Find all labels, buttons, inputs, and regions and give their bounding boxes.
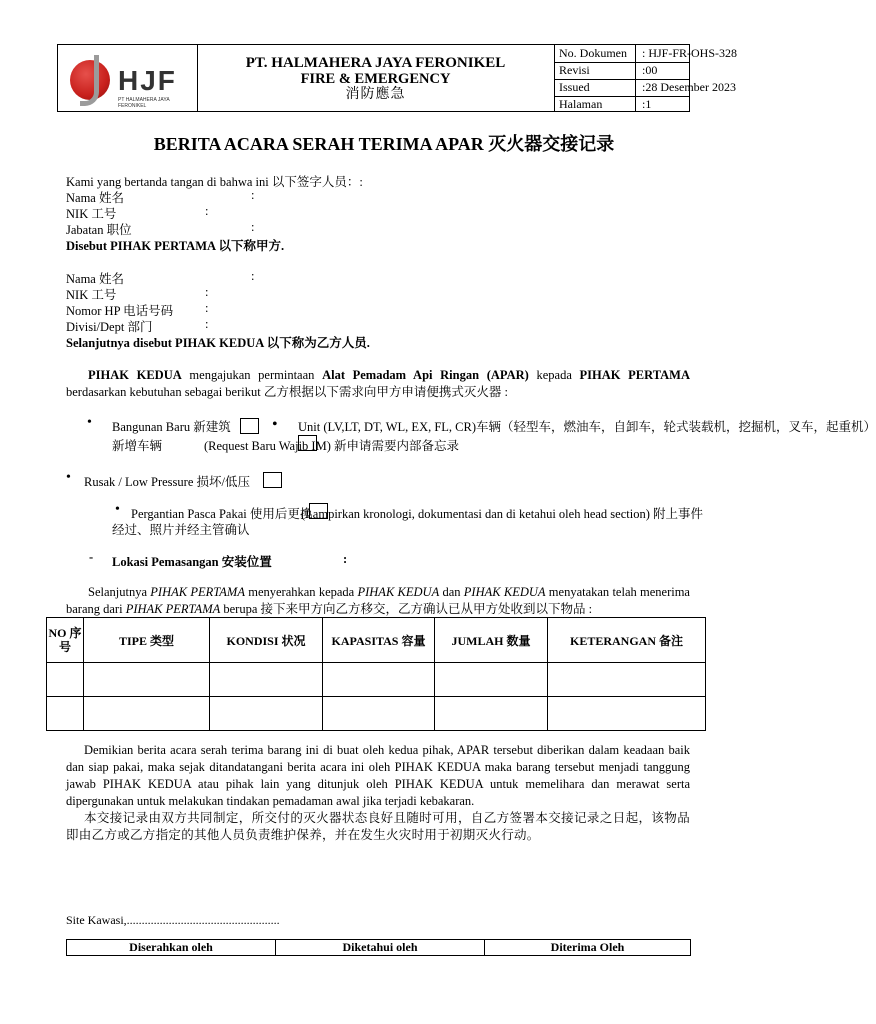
meta-key: Revisi <box>559 63 590 77</box>
request-text-2: kepada <box>528 368 580 382</box>
meta-value: : HJF-FR-OHS-328 <box>642 46 738 60</box>
table-cell[interactable] <box>435 663 548 697</box>
checkbox-bangunan[interactable] <box>240 418 259 434</box>
party2-name-colon: : <box>251 269 255 283</box>
bullet-icon: • <box>87 415 92 430</box>
handover-text-1: Selanjutnya <box>88 585 151 599</box>
request-bold-3: PIHAK PERTAMA <box>579 368 690 382</box>
option-pergantian-note: (Lampirkan kronologi, dokumentasi dan di ketahui oleh head section) 附上事件 <box>301 507 703 521</box>
document-title: BERITA ACARA SERAH TERIMA APAR 灭火器交接记录 <box>153 134 615 154</box>
checkbox-unit[interactable] <box>298 435 317 451</box>
handover-paragraph <box>66 584 690 618</box>
logo-hook-shape <box>80 55 99 106</box>
request-paragraph <box>66 367 690 401</box>
signature-table <box>66 939 691 956</box>
meta-key: Halaman <box>559 97 603 111</box>
handover-text-5: berupa 接下来甲方向乙方移交，乙方确认已从甲方处收到以下物品 : <box>220 602 593 616</box>
col-kapasitas: KAPASITAS 容量 <box>323 618 435 663</box>
option-unit-label: Unit (LV,LT, DT, WL, EX, FL, CR)车辆（轻型车，燃油车，自卸车，轮式装载机，挖掘机，叉车，起重机） <box>298 420 876 434</box>
request-bold-2: Alat Pemadam Api Ringan (APAR) <box>322 368 529 382</box>
party1-nik-colon: : <box>205 204 209 218</box>
sign-handed-by: Diserahkan oleh <box>67 940 276 956</box>
option-lokasi-label: Lokasi Pemasangan 安装位置 <box>112 555 272 569</box>
option-pergantian-cont: 经过、照片并经主管确认 <box>112 523 250 537</box>
handover-italic-2: PIHAK KEDUA <box>357 585 440 599</box>
department-name: FIRE & EMERGENCY <box>300 71 451 87</box>
items-table-header <box>47 618 706 663</box>
handover-italic-4: PIHAK PERTAMA <box>125 602 221 616</box>
closing-paragraph-cjk: 本交接记录由双方共同制定，所交付的灭火器状态良好且随时可用，自乙方签署本交接记录之日起，该物品即由乙方或乙方指定的其他人员负责维护保养，并在发生火灾时用于初期灭火行动。 <box>66 811 690 842</box>
bullet-icon: • <box>66 470 71 485</box>
party2-closing: Selanjutnya disebut PIHAK KEDUA 以下称为乙方人员. <box>66 336 370 350</box>
party2-nik-label: NIK 工号 <box>66 288 117 302</box>
meta-row-page <box>554 96 689 113</box>
handover-text-2: menyerahkan kepada <box>244 585 358 599</box>
table-cell[interactable] <box>210 663 323 697</box>
table-cell[interactable] <box>435 697 548 731</box>
handover-text-3: dan <box>439 585 464 599</box>
party1-name-label: Nama 姓名 <box>66 191 124 205</box>
table-cell[interactable] <box>210 697 323 731</box>
meta-row-doc-no <box>554 45 738 63</box>
option-bangunan-label: Bangunan Baru 新建筑 <box>112 420 231 434</box>
signature-header-row <box>67 940 691 956</box>
table-cell[interactable] <box>84 663 210 697</box>
checkbox-pergantian[interactable] <box>309 503 328 519</box>
company-name: PT. HALMAHERA JAYA FERONIKEL <box>245 55 506 71</box>
request-bold-1: PIHAK KEDUA <box>88 368 182 382</box>
party1-jabatan-label: Jabatan 职位 <box>66 223 132 237</box>
request-text-3: berdasarkan kebutuhan sebagai berikut 乙方根据以下需求向甲方申请便携式灭火器 : <box>66 385 508 399</box>
logo-cell <box>58 45 198 111</box>
option-pergantian-label: Pergantian Pasca Pakai 使用后更换 <box>131 507 313 521</box>
table-cell[interactable] <box>548 663 706 697</box>
site-location: Site Kawasi,................................................... <box>66 913 280 927</box>
closing-paragraph: Demikian berita acara serah terima barang ini di buat oleh kedua pihak, APAR tersebut diberikan dalam keadaan baik dan siap pakai, maka sejak ditandatangani berita acara ini oleh PIHAK KEDUA maka barang tersebut menjadi tanggung jawab PIHAK KEDUA atau pihak lain yang ditunjuk oleh PIHAK KEDUA untuk memelihara dan merawat serta dipergunakan untuk melakukan tindakan pemadaman awal jika terjadi kebakaran. <box>66 743 690 808</box>
handover-italic-3: PIHAK KEDUA <box>463 585 546 599</box>
col-no: NO 序号 <box>47 618 84 663</box>
handover-italic-1: PIHAK PERTAMA <box>150 585 245 599</box>
party1-nik-label: NIK 工号 <box>66 207 117 221</box>
logo-small-text: PT HALMAHERA JAYA FERONIKEL <box>118 97 170 109</box>
document-meta <box>554 45 738 111</box>
table-cell[interactable] <box>548 697 706 731</box>
meta-key: Issued <box>559 80 590 94</box>
party2-divisi-colon: : <box>205 317 209 331</box>
meta-value: :00 <box>642 63 658 77</box>
meta-value: :1 <box>642 97 652 111</box>
party1-closing: Disebut PIHAK PERTAMA 以下称甲方. <box>66 239 285 253</box>
meta-value: :28 Desember 2023 <box>642 80 736 94</box>
department-name-cjk: 消防應急 <box>345 87 406 102</box>
col-jumlah: JUMLAH 数量 <box>435 618 548 663</box>
meta-key: No. Dokumen <box>559 46 627 60</box>
party2-name-label: Nama 姓名 <box>66 272 124 286</box>
intro-text: Kami yang bertanda tangan di bahwa ini 以下签字人员：: <box>66 175 363 189</box>
table-row <box>47 663 706 697</box>
bullet-icon: • <box>272 416 278 433</box>
dash-marker: - <box>89 550 94 564</box>
request-text-1: mengajukan permintaan <box>181 368 323 382</box>
option-unit-note: (Request Baru Wajib IM) 新申请需要内部备忘录 <box>204 439 459 453</box>
col-tipe: TIPE 类型 <box>84 618 210 663</box>
party2-nik-colon: : <box>205 285 209 299</box>
option-rusak-label: Rusak / Low Pressure 损坏/低压 <box>84 475 250 489</box>
party1-name-colon: : <box>251 188 255 202</box>
handover-text-4: menyatakan telah menerima barang dari <box>66 585 690 616</box>
bullet-icon: • <box>115 502 120 517</box>
table-cell[interactable] <box>323 697 435 731</box>
table-cell[interactable] <box>47 663 84 697</box>
option-unit-cont: 新增车辆 <box>112 439 163 453</box>
col-keterangan: KETERANGAN 备注 <box>548 618 706 663</box>
company-title-cell <box>197 45 555 111</box>
meta-row-revision <box>554 62 689 80</box>
checkbox-rusak[interactable] <box>263 472 282 488</box>
option-lokasi-colon: : <box>343 552 348 566</box>
party2-hp-colon: : <box>205 301 209 315</box>
meta-row-issued <box>554 79 736 97</box>
items-table <box>46 617 706 731</box>
document-header <box>57 44 738 112</box>
party1-jabatan-colon: : <box>251 220 255 234</box>
table-cell[interactable] <box>47 697 84 731</box>
sign-received-by: Diterima Oleh <box>485 940 691 956</box>
sign-acknowledged-by: Diketahui oleh <box>276 940 485 956</box>
table-row <box>47 697 706 731</box>
logo-text: HJF <box>118 65 177 96</box>
party2-hp-label: Nomor HP 电话号码 <box>66 304 174 318</box>
col-kondisi: KONDISI 状况 <box>210 618 323 663</box>
party2-divisi-label: Divisi/Dept 部门 <box>66 320 153 334</box>
table-cell[interactable] <box>323 663 435 697</box>
table-cell[interactable] <box>84 697 210 731</box>
